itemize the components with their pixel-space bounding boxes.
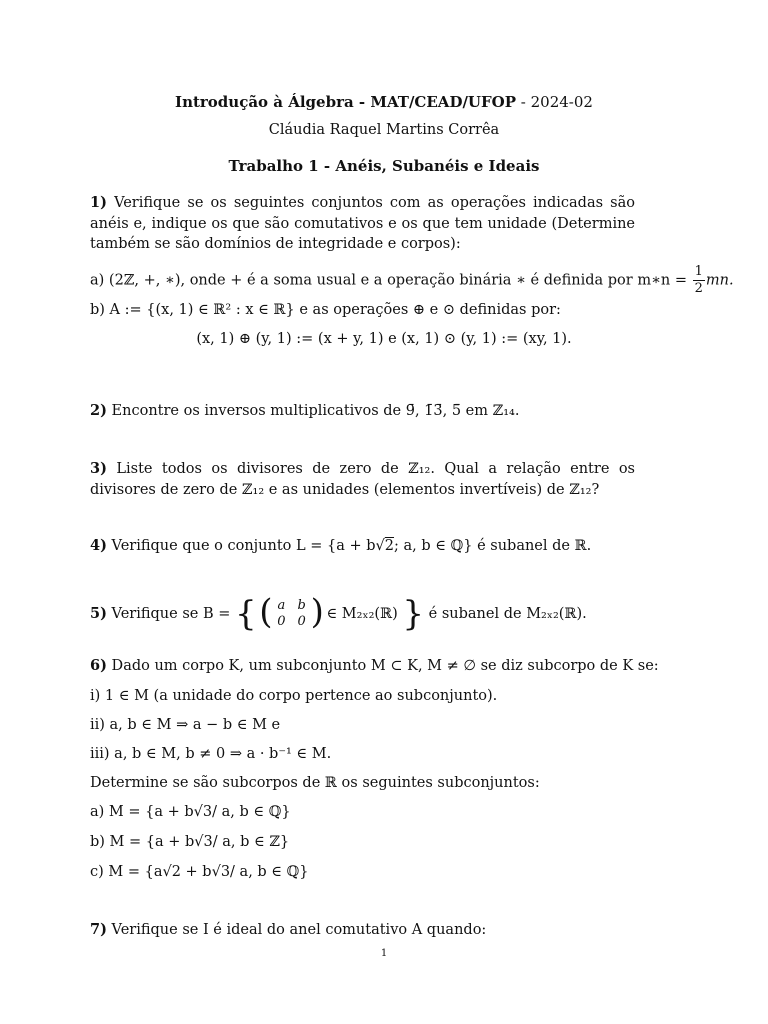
left-brace: { xyxy=(235,594,257,634)
matrix-cell: 0 xyxy=(277,614,286,629)
question-6c: c) M = {a√2 + b√3/ a, b ∈ ℚ} xyxy=(90,864,309,880)
matrix-cell: b xyxy=(297,598,306,613)
question-1a-text: a) (2ℤ, +, ∗), onde + é a soma usual e a operação binária ∗ é definida por m∗n = xyxy=(90,272,688,289)
sqrt-radicand: 2 xyxy=(384,538,395,554)
question-7 xyxy=(90,920,486,940)
question-4: 4) Verifique que o conjunto L = {a + b√2; a, b ∈ ℚ} é subanel de ℝ. xyxy=(90,537,592,554)
question-5-number: 5) xyxy=(90,605,107,622)
question-3 xyxy=(90,459,635,500)
question-7-number: 7) xyxy=(90,921,107,938)
question-1-text: Verifique se os seguintes conjuntos com as operações indicadas são anéis e, indique os que são comutativos e os que tem unidade (Determine também se são domínios de integridade e corpos): xyxy=(90,195,635,252)
question-6a: a) M = {a + b√3/ a, b ∈ ℚ} xyxy=(90,804,291,820)
question-4-number: 4) xyxy=(90,537,107,554)
question-6-text: Dado um corpo K, um subconjunto M ⊂ K, M ≠ ∅ se diz subcorpo de K se: xyxy=(106,658,659,674)
question-3-text: Liste todos os divisores de zero de ℤ₁₂. Qual a relação entre os divisores de zero de ℤ₁₂ e as unidades (elementos invertíveis) de ℤ₁₂? xyxy=(90,461,635,498)
question-3-number: 3) xyxy=(90,460,107,477)
matrix-cell: a xyxy=(277,598,286,613)
question-1 xyxy=(90,193,635,255)
course-title xyxy=(0,93,768,111)
matrix-cell: 0 xyxy=(297,614,306,629)
fraction-one-half: $\frac{1}{2}$ xyxy=(694,264,703,296)
question-5: 5) Verifique se B = { ( a b 0 0 ) ∈ M₂ₓ₂(ℝ) } é subanel de M₂ₓ₂(ℝ). xyxy=(90,592,587,634)
question-2-number: 2) xyxy=(90,402,107,419)
question-6-number: 6) xyxy=(90,657,107,674)
question-1b-formula: (x, 1) ⊕ (y, 1) := (x + y, 1) e (x, 1) ⊙ (y, 1) := (xy, 1). xyxy=(196,331,572,347)
question-1-number: 1) xyxy=(90,194,107,211)
page-number: 1 xyxy=(380,948,388,959)
course-name: Introdução à Álgebra - MAT/CEAD/UFOP xyxy=(175,93,517,111)
assignment-title: Trabalho 1 - Anéis, Subanéis e Ideais xyxy=(228,157,540,175)
question-6-condition-i: i) 1 ∈ M (a unidade do corpo pertence ao subconjunto). xyxy=(90,688,498,704)
question-6-determine: Determine se são subcorpos de ℝ os seguintes subconjuntos: xyxy=(90,775,540,791)
question-6 xyxy=(90,656,659,676)
matrix-2x2: ( a b 0 0 ) xyxy=(259,592,324,632)
question-1b: b) A := {(x, 1) ∈ ℝ² : x ∈ ℝ} e as operações ⊕ e ⊙ definidas por: xyxy=(90,302,561,318)
question-6-condition-iii: iii) a, b ∈ M, b ≠ 0 ⇒ a · b⁻¹ ∈ M. xyxy=(90,746,332,762)
question-7-text: Verifique se I é ideal do anel comutativo A quando: xyxy=(106,922,487,938)
question-2 xyxy=(90,401,519,421)
question-6b: b) M = {a + b√3/ a, b ∈ ℤ} xyxy=(90,834,290,850)
right-brace: } xyxy=(402,594,425,634)
question-6-condition-ii: ii) a, b ∈ M ⇒ a − b ∈ M e xyxy=(90,717,281,733)
question-1a-suffix: mn. xyxy=(705,272,734,289)
author-name: Cláudia Raquel Martins Corrêa xyxy=(268,122,500,138)
question-2-text: Encontre os inversos multiplicativos de 9̄, 1̄3̄, 5̄ em ℤ₁₄. xyxy=(106,403,520,419)
question-1a xyxy=(90,264,734,297)
course-term: - 2024-02 xyxy=(516,93,593,111)
